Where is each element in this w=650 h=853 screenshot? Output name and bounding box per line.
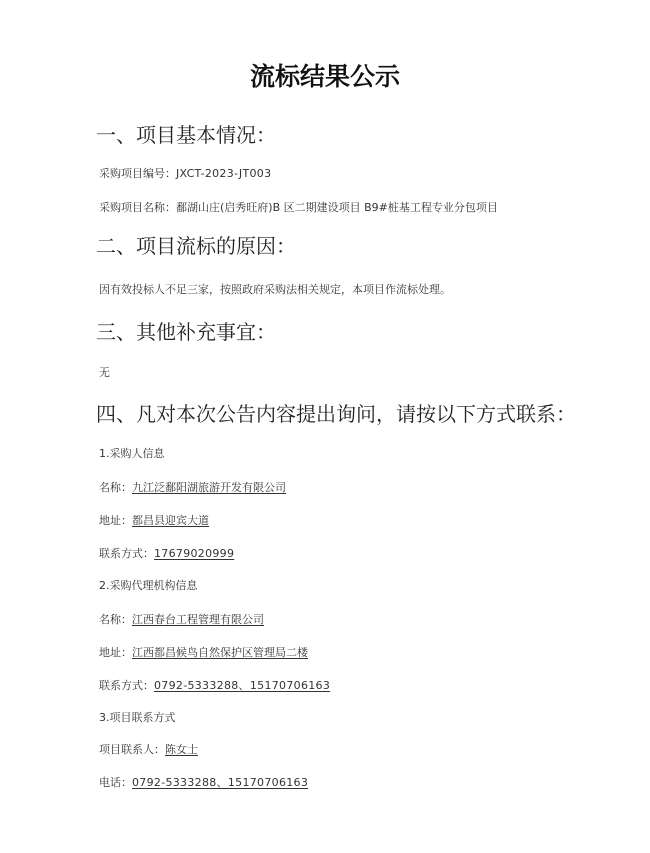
project-name-label: 采购项目名称： [99,201,176,214]
section-1-heading: 一、项目基本情况： [96,123,276,147]
project-contact-phone-line [99,774,308,792]
project-contact-person-value: 陈女士 [165,743,198,756]
purchaser-address-label: 地址： [99,514,132,527]
project-contact-person-label: 项目联系人： [99,743,165,756]
agency-title: 2.采购代理机构信息 [99,579,198,592]
purchaser-address-value: 都昌县迎宾大道 [132,514,209,527]
failure-reason-text: 因有效投标人不足三家，按照政府采购法相关规定，本项目作流标处理。 [99,283,451,296]
section-3-heading: 三、其他补充事宜： [96,320,276,344]
agency-name-value: 江西春台工程管理有限公司 [132,613,264,626]
project-name-value: 鄱湖山庄(启秀旺府)B 区二期建设项目 B9#桩基工程专业分包项目 [176,201,498,214]
supplementary-text: 无 [99,366,110,379]
project-contact-phone-label: 电话： [99,776,132,789]
agency-contact-line [99,677,330,695]
project-number-label: 采购项目编号： [99,167,176,180]
project-contact-title: 3.项目联系方式 [99,711,176,724]
section-2-heading: 二、项目流标的原因： [96,234,296,258]
purchaser-contact-value: 17679020999 [154,547,235,560]
purchaser-contact-label: 联系方式： [99,547,154,560]
agency-contact-value: 0792-5333288、15170706163 [154,679,331,692]
purchaser-address-line [99,512,209,530]
purchaser-title: 1.采购人信息 [99,447,165,460]
project-contact-phone-value: 0792-5333288、15170706163 [132,776,309,789]
agency-address-value: 江西都昌候鸟自然保护区管理局二楼 [132,646,308,659]
purchaser-contact-line [99,545,234,563]
section-4-heading: 四、凡对本次公告内容提出询问，请按以下方式联系： [96,402,576,426]
agency-address-line [99,644,308,662]
agency-name-line [99,611,264,629]
project-contact-person-line [99,741,198,759]
agency-contact-label: 联系方式： [99,679,154,692]
agency-name-label: 名称： [99,613,132,626]
purchaser-name-label: 名称： [99,481,132,494]
purchaser-name-line [99,479,286,497]
project-name-line [99,199,498,217]
project-number-line [99,165,271,183]
page-title: 流标结果公示 [249,62,400,91]
project-number-value: JXCT-2023-JT003 [176,167,272,180]
purchaser-name-value: 九江泛鄱阳湖旅游开发有限公司 [132,481,286,494]
agency-address-label: 地址： [99,646,132,659]
